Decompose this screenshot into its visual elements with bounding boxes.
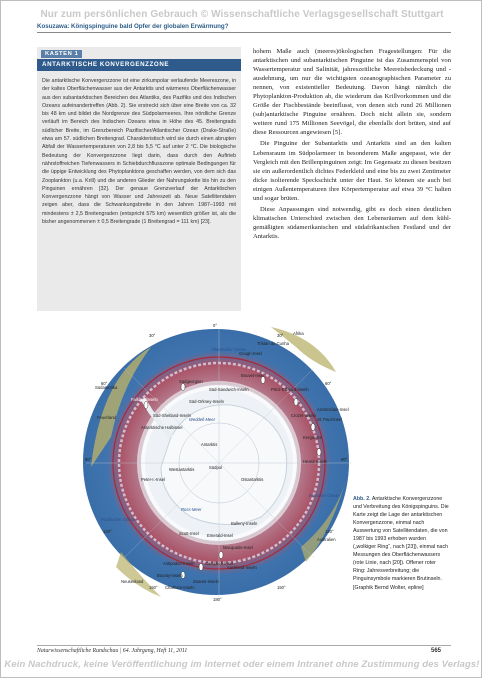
degree-label: 120° [325, 529, 334, 534]
map-label-amsterdam: Amsterdam-Insel [317, 407, 349, 412]
map-label-auckland: Auckland-Inseln [227, 565, 257, 570]
map-label-crozet: Crozet-Inseln [291, 413, 316, 418]
map-label-peter-i: Peter-I.-Insel [141, 477, 165, 482]
map-label-atlantik: Atlantischer Ozean [211, 347, 247, 352]
page-number: 565 [431, 648, 442, 654]
map-label-falkland: Falklandinseln [131, 397, 158, 402]
map-label-westantarktis: Westantarktis [169, 467, 195, 472]
degree-label: 30° [277, 333, 284, 338]
penguin-marker [144, 402, 148, 409]
map-label-sued-sandwich: Süd-Sandwich-Inseln [209, 387, 249, 392]
degree-label: 90° [85, 457, 92, 462]
map-label-halbinsel: Antarktische Halbinsel [141, 425, 183, 430]
map-label-scott: Scott-Insel [179, 531, 199, 536]
penguin-marker [181, 384, 185, 391]
footer-divider [37, 645, 451, 646]
map-label-sued-shetland: Süd-Shetland-Inseln [153, 413, 191, 418]
paragraph: Diese Anpassungen sind notwendig, gibt es doch einen deutlichen klimatischen Unterschied zwischen den Lebensräumen auf dem kühl-gemäßigten südamerikanischen und südafrikanischen Festland und der Antarktis. [253, 205, 451, 240]
caption-text: Antarktische Konvergenzzone und Verbreitung des Königspinguins. Die Karte zeigt die Lage der antarktischen Konvergenzzone, einmal nach Auswertung von Satellitendaten, die von 1987 bis 1993 erhoben wurden („wolkiger Ring“, nach [23]), einmal nach Messungen des Oberflächenwassers (rote Linie, nach [20]). Offener roter Ring: Jahresverbreitung; die Pinguinsymbole markieren Brutinseln. [Graphik Bernd Wolter, epline] [353, 496, 449, 591]
map-label-kerguelen: Kerguelen [303, 435, 323, 440]
paragraph: Die Pinguine der Subantarktis und Antarktis sind an den kalten Lebensraum im Südpolarmeer in besonderem Maße angepasst, wie der Vergleich mit den Brillenpinguinen zeigt: Im Gegensatz zu diesen besitzen sie ein außerordentlich dichtes Federkleid und eine bis zu zwei Zentimeter dicke isolierende Speckschicht unter der Haut. So können sie auch bei einigen Außentemperaturen ihre Körpertemperatur auf etwa 39 °C halten und sogar brüten. [253, 140, 451, 202]
watermark-bottom: Kein Nachdruck, keine Veröffentlichung im Internet oder einem Intranet ohne Zustimmung des Verlags! [4, 659, 480, 670]
body-text-right [253, 47, 451, 243]
degree-label: 150° [149, 585, 158, 590]
map-label-ostantarktis: Ostantarktis [241, 477, 264, 482]
penguin-marker [199, 564, 203, 571]
map-label-indik: Indischer Ozean [309, 493, 340, 498]
paragraph: hohem Maße auch (meeres)ökologischen Fragestellungen: Für die antarktischen und subantarktischen Pinguine ist das Zusammenspiel von Wassertemperatur und Salinität, jahreszeitliche Meereisbedeckung und -ausdehnung, um nur die wichtigsten ozeanographischen Parameter zu nennen, von existentieller Bedeutung. Davon hängt nämlich die Phytoplankton-Produktion ab, die wiederum das Krillvorkommen und die Größe der Fischbestände beeinflusst, von denen sich rund 26 Millionen (sub)antarktische Pinguine ernähren. Doch nicht allein sie, sondern weitere rund 175 Millionen Seevögel, die ebenfalls dort brüten, sind auf diese Ressourcen angewiesen [5]. [253, 48, 451, 137]
antarctic-map [81, 317, 351, 607]
map-label-feuerland: Feuerland [97, 415, 116, 420]
degree-label: 0° [213, 323, 218, 328]
degree-label: 120° [103, 529, 112, 534]
map-label-suedpol: Südpol [209, 465, 223, 470]
map-label-bounty: Bounty-Inseln [157, 573, 183, 578]
degree-label: 60° [101, 381, 108, 386]
map-label-australien: Australien [317, 537, 336, 542]
box-title: ANTARKTISCHE KONVERGENZZONE [37, 59, 241, 71]
degree-label: 150° [277, 585, 286, 590]
map-label-weddellmeer: Weddell-Meer [189, 417, 215, 422]
map-label-antarktis: Antarktis [201, 442, 218, 447]
penguin-marker [317, 449, 321, 456]
map-label-suedgeorgien: Südgeorgien [179, 379, 203, 384]
map-label-tristan: Tristan da Cunha [257, 341, 289, 346]
degree-label: 90° [341, 457, 348, 462]
info-box [37, 47, 241, 311]
degree-label: 60° [325, 381, 332, 386]
figure-caption [353, 495, 449, 592]
degree-label: 30° [149, 333, 156, 338]
penguin-marker [219, 552, 223, 559]
journal-footer: Naturwissenschaftliche Rundschau | 64. Jahrgang, Heft 11, 2011 [37, 648, 188, 654]
degree-label: 180° [213, 597, 222, 602]
running-head: Kosuzawa: Königspinguine bald Opfer der globalen Erwärmung? [37, 23, 229, 30]
map-label-heard: Heard-Inseln [303, 459, 327, 464]
map-label-prinz-edward: Prinz-Edward-Inseln [271, 387, 309, 392]
map-label-emerald: Emerald-Insel [207, 533, 233, 538]
map-label-afrika: Afrika [293, 331, 304, 336]
penguin-marker [294, 399, 298, 406]
map-label-bouvet: Bouvet-Insel [241, 373, 265, 378]
map-label-rossmeer: Ross-Meer [181, 507, 202, 512]
header-divider [37, 32, 451, 33]
map-label-campbell: Campbell-Insel [205, 561, 233, 566]
map-label-suedamerika: Südamerika [95, 385, 118, 390]
caption-label: Abb. 2. [353, 496, 371, 502]
map-label-chatham: Chatham-Inseln [165, 585, 195, 590]
map-label-gough: Gough-Insel [239, 351, 262, 356]
map-label-macquarie: Macquarie-Insel [223, 545, 253, 550]
map-label-balleny: Balleny-Inseln [231, 521, 258, 526]
box-text: Die antarktische Konvergenzzone ist eine zirkumpolar verlaufende Meereszone, in der kaltes Oberflächenwasser aus der Antarktis und wärmeres Oberflächenwasser aus den subantarktischen Bereichen des Atlantiks, des Pazifiks und des Indischen Ozeans aufeinandertreffen (Abb. 2). Sie erstreckt sich über eine Breite von ca. 32 bis 48 km und bildet die Nordgrenze des Südpolarmeeres. Ihre nördliche Grenze verläuft im Bereich des Indischen Ozeans etwa in Höhe des 45. Breitengrads südlicher Breite, im Grenzbereich Pazifischer/Atlantischer Ozean (Drake-Straße) etwa am 57. südlichen Breitengrad. Charakteristisch wird sie durch einen abrupten Abfall der Wassertemperaturen von 2,8 bis 5,5 °C auf unter 2 °C. Die biologische Bedeutung der Konvergenzzone liegt darin, dass durch den Auftrieb nährstoffreichen Tiefenwassers in Schiebdurchflusszone optimale Bedingungen für die üppige Entwicklung des Phytoplanktons geschaffen werden, von dem sich das Zooplankton (u.a. Krill) und die anderen Glieder der Nahrungskette bis hin zu den Pinguinen ernähren [32]. Der genaue Grenzverlauf der Antarktischen Konvergenzzone hängt von Wasser und Jahreszeit ab. Neue Satellitendaten zeigen aber, dass die Schwankungsbreite in den Jahren 1987–1993 mit mindestens ± 2,5 Breitengraden (entspricht 575 km) wesentlich größer ist, als die bisher angenommenen ± 0,5 Breitengrade (1 Breitengrad = 111 km) [23]. [42, 78, 236, 226]
map-label-pazifik: Pazifischer Ozean [101, 517, 135, 522]
map-label-snares: Snares-Inseln [193, 579, 219, 584]
map-label-sued-orkney: Süd-Orkney-Inseln [189, 399, 224, 404]
map-label-neuseeland: Neuseeland [121, 579, 144, 584]
penguin-marker [311, 424, 315, 431]
watermark-top: Nur zum persönlichen Gebrauch © Wissenschaftliche Verlagsgesellschaft Stuttgart [40, 9, 444, 20]
map-label-antipoden: Antipoden-Inseln [163, 561, 195, 566]
box-label: KASTEN 1 [41, 50, 82, 58]
map-label-st-paul: St. Paul-Insel [317, 417, 342, 422]
